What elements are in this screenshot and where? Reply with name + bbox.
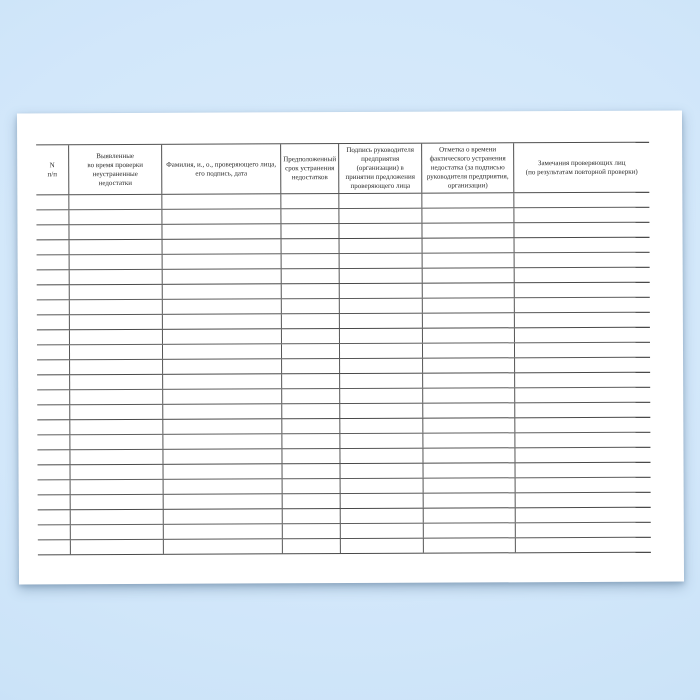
- body-cell: [37, 285, 70, 299]
- body-cell: [70, 450, 163, 464]
- body-cell: [69, 210, 162, 224]
- body-cell: [162, 224, 281, 239]
- body-cell: [340, 374, 423, 388]
- body-cell: [514, 208, 649, 223]
- body-cell: [516, 523, 651, 538]
- body-cell: [70, 300, 163, 314]
- body-cell: [70, 270, 163, 284]
- body-cell: [70, 360, 163, 374]
- header-cell-3: Фамилия, и., о., проверяющего лица, его подпись, дата: [162, 144, 281, 194]
- body-cell: [163, 434, 282, 449]
- body-cell: [283, 494, 341, 508]
- body-cell: [162, 194, 281, 209]
- header-cell-7: Замечания проверяющих лиц (по результатам повторной проверки): [525, 158, 638, 176]
- body-cell: [516, 463, 651, 478]
- body-cell: [37, 390, 70, 404]
- body-cell: [37, 270, 70, 284]
- body-cell: [515, 373, 650, 388]
- body-cell: [516, 538, 651, 553]
- body-cell: [282, 284, 340, 298]
- body-cell: [37, 405, 70, 419]
- body-cell: [424, 538, 516, 552]
- body-cell: [70, 285, 163, 299]
- body-cell: [340, 299, 423, 313]
- body-cell: [70, 345, 163, 359]
- body-cell: [422, 223, 514, 237]
- body-cell: [164, 509, 283, 524]
- body-cell: [515, 418, 650, 433]
- body-cell: [282, 269, 340, 283]
- body-cell: [37, 435, 70, 449]
- body-cell: [340, 434, 423, 448]
- body-cell: [339, 209, 422, 223]
- body-cell: [515, 283, 650, 298]
- body-cell: [37, 450, 70, 464]
- body-cell: [515, 238, 650, 253]
- header-cell-2: Выявленные во время проверки неустраненные недостатки: [69, 145, 162, 194]
- body-cell: [340, 359, 423, 373]
- body-cell: [71, 525, 164, 539]
- body-cell: [423, 373, 515, 387]
- body-cell: [340, 449, 423, 463]
- header-cell-4: Предположенный срок устранения недостатков: [281, 144, 339, 193]
- body-cell: [38, 480, 71, 494]
- body-cell: [423, 328, 515, 342]
- body-cell: [283, 464, 341, 478]
- body-cell: [340, 329, 423, 343]
- body-cell: [70, 375, 163, 389]
- body-cell: [71, 540, 164, 554]
- body-cell: [423, 403, 515, 417]
- body-cell: [163, 419, 282, 434]
- body-cell: [515, 298, 650, 313]
- body-cell: [283, 539, 341, 553]
- body-cell: [70, 240, 163, 254]
- body-cell: [282, 344, 340, 358]
- body-cell: [515, 403, 650, 418]
- body-cell: [71, 480, 164, 494]
- body-cell: [340, 389, 423, 403]
- body-cell: [71, 495, 164, 509]
- body-cell: [341, 464, 424, 478]
- body-cell: [163, 284, 282, 299]
- body-cell: [282, 389, 340, 403]
- body-cell: [424, 493, 516, 507]
- body-cell: [36, 225, 69, 239]
- body-cell: [283, 509, 341, 523]
- body-cell: [341, 524, 424, 538]
- header-cell-6: Отметка о времени фактического устранения недостатка (за подписью руководителя предприятия, организации): [422, 143, 514, 192]
- body-cell: [37, 330, 70, 344]
- body-cell: [423, 343, 515, 357]
- table-body: [36, 193, 651, 556]
- body-cell: [37, 420, 70, 434]
- body-cell: [341, 539, 424, 553]
- document-page: [17, 111, 684, 585]
- body-cell: [37, 300, 70, 314]
- body-cell: [37, 315, 70, 329]
- body-cell: [282, 419, 340, 433]
- body-cell: [340, 344, 423, 358]
- body-cell: [163, 404, 282, 419]
- body-cell: [163, 269, 282, 284]
- inspection-journal-table: [36, 142, 651, 556]
- body-cell: [37, 240, 70, 254]
- body-cell: [423, 388, 515, 402]
- body-cell: [340, 419, 423, 433]
- body-cell: [71, 465, 164, 479]
- body-cell: [282, 449, 340, 463]
- header-cell-1: N п/п: [36, 145, 69, 194]
- body-cell: [283, 524, 341, 538]
- body-cell: [339, 194, 422, 208]
- body-cell: [162, 209, 281, 224]
- body-cell: [164, 539, 283, 554]
- body-cell: [340, 284, 423, 298]
- body-cell: [281, 209, 339, 223]
- body-cell: [340, 239, 423, 253]
- body-cell: [423, 238, 515, 252]
- body-cell: [163, 329, 282, 344]
- body-cell: [515, 268, 650, 283]
- body-cell: [282, 404, 340, 418]
- body-cell: [38, 510, 71, 524]
- body-cell: [69, 195, 162, 209]
- body-cell: [70, 405, 163, 419]
- body-cell: [515, 328, 650, 343]
- body-cell: [340, 314, 423, 328]
- body-cell: [340, 254, 423, 268]
- body-cell: [340, 404, 423, 418]
- body-cell: [516, 493, 651, 508]
- body-cell: [423, 358, 515, 372]
- body-cell: [70, 330, 163, 344]
- body-cell: [70, 420, 163, 434]
- body-cell: [282, 359, 340, 373]
- body-cell: [36, 210, 69, 224]
- body-cell: [163, 344, 282, 359]
- body-cell: [163, 374, 282, 389]
- body-cell: [341, 479, 424, 493]
- body-cell: [424, 463, 516, 477]
- body-cell: [423, 448, 515, 462]
- body-cell: [516, 508, 651, 523]
- body-cell: [37, 360, 70, 374]
- body-cell: [163, 389, 282, 404]
- body-cell: [341, 509, 424, 523]
- body-cell: [38, 540, 71, 554]
- body-cell: [164, 464, 283, 479]
- body-cell: [282, 299, 340, 313]
- body-cell: [282, 374, 340, 388]
- body-cell: [515, 448, 650, 463]
- body-cell: [163, 314, 282, 329]
- body-cell: [164, 524, 283, 539]
- body-cell: [515, 433, 650, 448]
- body-cell: [70, 255, 163, 269]
- body-cell: [163, 299, 282, 314]
- body-cell: [163, 254, 282, 269]
- table-row: [38, 538, 651, 556]
- body-cell: [69, 225, 162, 239]
- body-cell: [339, 224, 422, 238]
- body-cell: [70, 315, 163, 329]
- body-cell: [515, 343, 650, 358]
- body-cell: [340, 269, 423, 283]
- body-cell: [36, 195, 69, 209]
- body-cell: [282, 329, 340, 343]
- body-cell: [423, 433, 515, 447]
- body-cell: [37, 255, 70, 269]
- body-cell: [281, 224, 339, 238]
- body-cell: [163, 449, 282, 464]
- body-cell: [514, 193, 649, 208]
- body-cell: [38, 465, 71, 479]
- body-cell: [516, 478, 651, 493]
- body-cell: [515, 388, 650, 403]
- body-cell: [38, 495, 71, 509]
- body-cell: [423, 268, 515, 282]
- body-cell: [282, 434, 340, 448]
- body-cell: [38, 525, 71, 539]
- body-cell: [423, 313, 515, 327]
- body-cell: [163, 359, 282, 374]
- body-cell: [424, 478, 516, 492]
- header-cell-5: Подпись руководителя предприятия (организации) в принятии предложения проверяющего лица: [339, 144, 422, 193]
- body-cell: [282, 314, 340, 328]
- body-cell: [424, 508, 516, 522]
- body-cell: [281, 194, 339, 208]
- body-cell: [423, 298, 515, 312]
- body-cell: [423, 253, 515, 267]
- body-cell: [515, 253, 650, 268]
- table-header-row: [36, 143, 649, 196]
- body-cell: [515, 313, 650, 328]
- body-cell: [422, 193, 514, 207]
- body-cell: [422, 208, 514, 222]
- body-cell: [282, 239, 340, 253]
- body-cell: [515, 358, 650, 373]
- body-cell: [70, 390, 163, 404]
- body-cell: [423, 283, 515, 297]
- body-cell: [282, 254, 340, 268]
- body-cell: [71, 510, 164, 524]
- body-cell: [37, 375, 70, 389]
- body-cell: [423, 418, 515, 432]
- body-cell: [283, 479, 341, 493]
- body-cell: [164, 494, 283, 509]
- body-cell: [70, 435, 163, 449]
- body-cell: [341, 494, 424, 508]
- body-cell: [424, 523, 516, 537]
- body-cell: [37, 345, 70, 359]
- body-cell: [163, 239, 282, 254]
- body-cell: [164, 479, 283, 494]
- body-cell: [514, 223, 649, 238]
